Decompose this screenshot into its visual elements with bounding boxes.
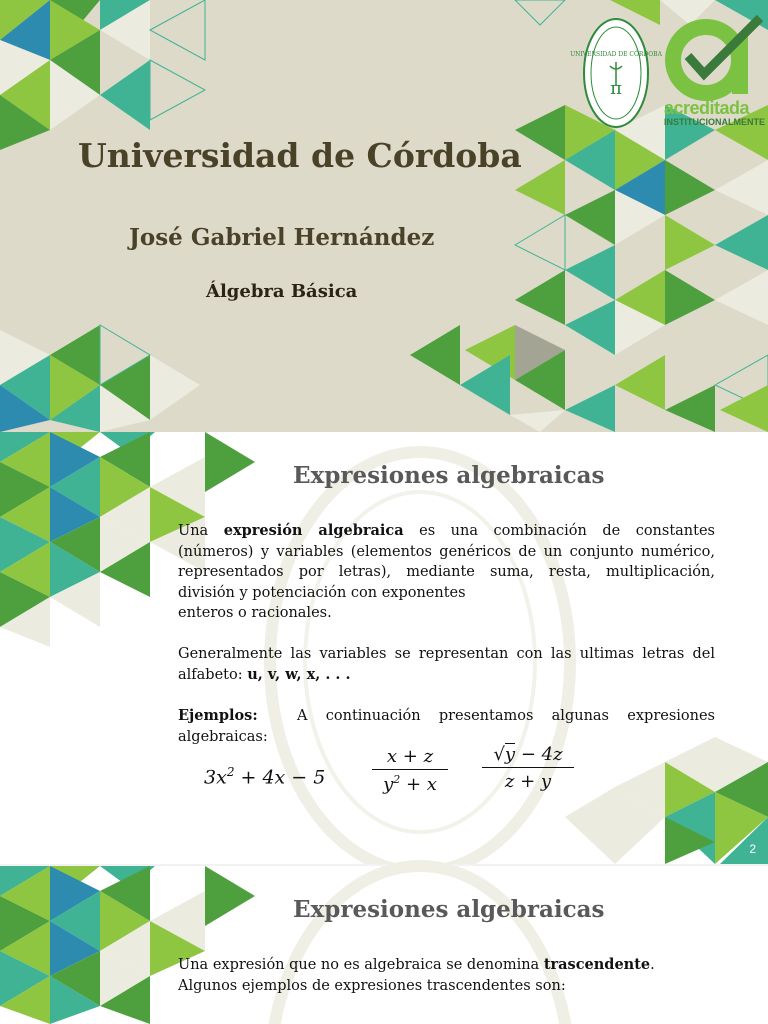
transcendental-paragraph: Una expresión que no es algebraica se denomina trascendente. Algunos ejemplos de expresiones trascendentes son:: [178, 956, 655, 994]
definition-paragraph: Una expresión algebraica es una combinación de constantes (números) y variables (elementos genéricos de un conjunto numérico, representados por letras), mediante suma, resta, multiplicación, división y potenciación con exponentes enteros o racionales.: [178, 522, 715, 621]
triangle-pattern: [0, 866, 768, 1024]
triangle-pattern: [0, 0, 768, 432]
accreditation-logo: [664, 8, 766, 134]
slide-heading: Expresiones algebraicas: [293, 896, 605, 923]
content-slide-3: [0, 866, 768, 1024]
title-slide: [0, 0, 768, 432]
author-name: José Gabriel Hernández: [129, 224, 435, 251]
examples-paragraph: Ejemplos: A continuación presentamos algunas expresiones algebraicas:: [178, 707, 715, 745]
svg-text:π: π: [610, 78, 622, 99]
example-polynomial: $3x^2 + 4x - 5$: [204, 765, 326, 789]
example-fraction-1: $\frac{x + z}{y^2 + x}$: [372, 746, 448, 795]
example-fraction-2: $\frac{√y - 4z}{z + y}$: [482, 744, 574, 792]
seal-text: UNIVERSIDAD DE CÓRDOBA: [570, 51, 662, 58]
content-slide-2: [0, 432, 768, 864]
term-bold: trascendente: [543, 956, 651, 973]
term-bold: expresión algebraica: [223, 522, 404, 539]
page-number: 2: [749, 842, 756, 856]
slide-heading: Expresiones algebraicas: [293, 462, 605, 489]
accreditation-word: acreditada: [664, 98, 750, 118]
subject-name: Álgebra Básica: [206, 281, 358, 302]
accreditation-subtitle: INSTITUCIONALMENTE: [664, 117, 765, 127]
slide-title: Universidad de Córdoba: [78, 136, 522, 175]
university-seal-logo: [570, 16, 662, 134]
variables-paragraph: Generalmente las variables se representan con las ultimas letras del alfabeto: u, v, w, x, . . .: [178, 646, 715, 683]
